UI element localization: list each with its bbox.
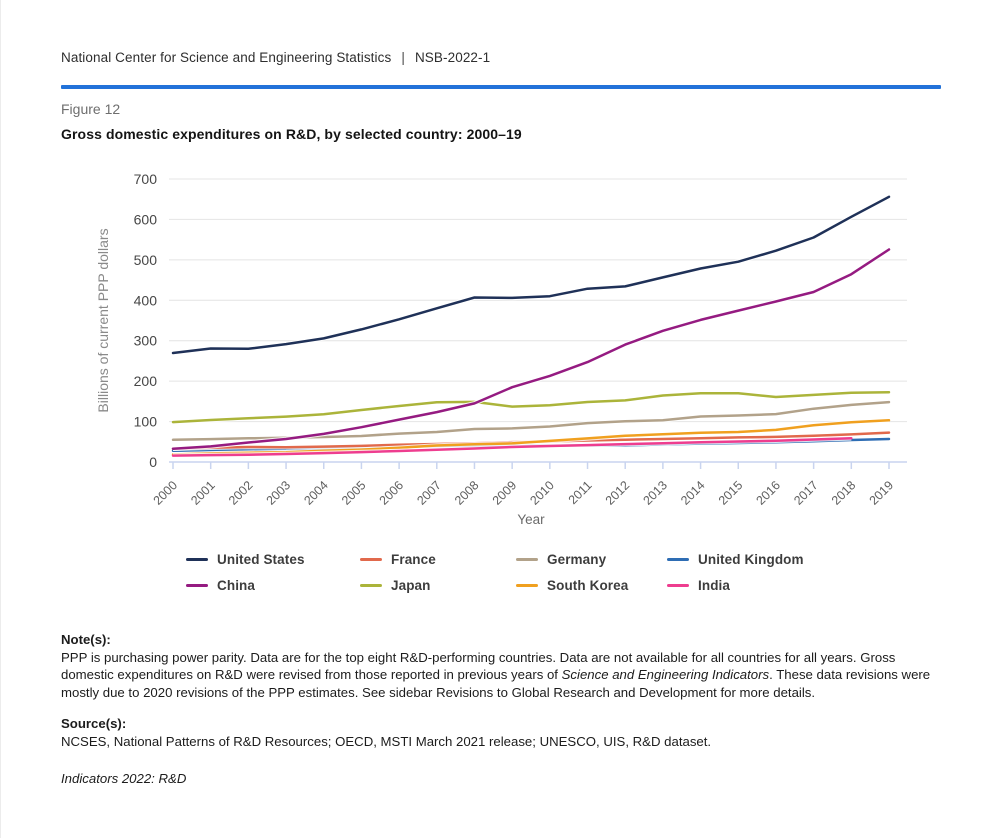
x-tick-label: 2019: [866, 478, 897, 508]
legend-label-china: China: [217, 578, 256, 593]
x-tick-label: 2014: [678, 478, 708, 508]
x-tick-label: 2003: [263, 478, 294, 508]
notes-text-part1: PPP is purchasing power parity. Data are for the top eight R&D-performing countries. Data are not available for all countries for all years. Gross domestic expenditures on R&D were revised from those reported in previous years of: [61, 649, 896, 683]
x-tick-label: 2007: [414, 478, 444, 508]
legend-item-united-states[interactable]: [186, 552, 360, 567]
notes-heading: Note(s):: [61, 632, 111, 647]
x-axis-title: Year: [517, 512, 545, 527]
legend-item-japan[interactable]: [360, 578, 516, 593]
x-tick-label: 2012: [602, 478, 633, 508]
legend-swatch-france: [360, 558, 382, 562]
legend-label-japan: Japan: [391, 578, 431, 593]
x-tick-label: 2005: [338, 478, 369, 508]
legend-item-france[interactable]: [360, 552, 516, 567]
x-tick-label: 2010: [527, 478, 557, 508]
y-axis-title: Billions of current PPP dollars: [95, 228, 111, 413]
legend-swatch-india: [667, 584, 689, 588]
rd-expenditures-line-chart: [61, 148, 945, 540]
legend-swatch-united-states: [186, 558, 208, 562]
y-tick-label: 100: [133, 413, 157, 430]
x-tick-label: 2017: [791, 478, 821, 508]
legend-item-united-kingdom[interactable]: [667, 552, 804, 567]
series-line-japan: [173, 392, 889, 422]
x-tick-label: 2018: [828, 478, 859, 508]
x-tick-label: 2008: [452, 478, 482, 508]
notes-italic-title: Science and Engineering Indicators: [561, 667, 770, 683]
legend-label-south-korea: South Korea: [547, 578, 629, 593]
masthead: [61, 50, 490, 65]
accent-rule: [61, 85, 941, 89]
legend-swatch-south-korea: [516, 584, 538, 588]
legend-label-united-states: United States: [217, 552, 305, 567]
y-tick-label: 700: [133, 171, 157, 187]
y-tick-label: 400: [133, 292, 157, 309]
legend-swatch-united-kingdom: [667, 558, 689, 562]
y-tick-label: 600: [133, 211, 157, 228]
legend-label-india: India: [698, 578, 731, 593]
x-tick-label: 2015: [715, 478, 746, 508]
sources-text: NCSES, National Patterns of R&D Resources; OECD, MSTI March 2021 release; UNESCO, UIS, R&D dataset.: [61, 733, 712, 749]
series-halo-united-states: [173, 197, 889, 353]
legend-swatch-japan: [360, 584, 382, 588]
series-line-united-states: [173, 197, 889, 353]
legend-label-united-kingdom: United Kingdom: [698, 552, 804, 567]
legend-item-germany[interactable]: [516, 552, 667, 567]
report-id: NSB-2022-1: [414, 50, 491, 65]
legend-swatch-china: [186, 584, 208, 588]
notes-text-part2: . These data revisions were mostly due to 2020 revisions of the PPP estimates. See sidebar Revisions to Global Research and Development for more details.: [61, 667, 931, 700]
notes-text: [61, 649, 945, 702]
x-tick-label: 2006: [376, 478, 407, 508]
x-tick-label: 2011: [565, 478, 595, 508]
y-tick-label: 300: [133, 332, 157, 349]
x-tick-label: 2013: [640, 478, 671, 508]
y-tick-label: 500: [133, 251, 157, 268]
x-tick-label: 2000: [150, 478, 181, 508]
chart-legend: [186, 552, 804, 593]
x-tick-label: 2004: [301, 478, 331, 508]
legend-label-germany: Germany: [547, 552, 607, 567]
x-tick-label: 2016: [753, 478, 784, 508]
x-tick-label: 2002: [225, 478, 256, 508]
y-tick-label: 200: [133, 373, 157, 390]
legend-item-china[interactable]: [186, 578, 360, 593]
figure-title: Gross domestic expenditures on R&D, by selected country: 2000–19: [61, 126, 522, 142]
y-tick-label: 0: [149, 454, 157, 470]
legend-swatch-germany: [516, 558, 538, 562]
figure-label: Figure 12: [61, 101, 121, 117]
legend-item-south-korea[interactable]: [516, 578, 667, 593]
masthead-separator: |: [401, 50, 405, 65]
org-name: National Center for Science and Engineering Statistics: [61, 50, 392, 65]
legend-label-france: France: [391, 552, 436, 567]
legend-item-india[interactable]: [667, 578, 804, 593]
x-tick-label: 2001: [188, 478, 218, 508]
sources-heading: Source(s):: [61, 716, 127, 732]
notes-section: [61, 631, 945, 788]
x-tick-label: 2009: [489, 478, 520, 508]
report-footer: Indicators 2022: R&D: [61, 771, 187, 787]
